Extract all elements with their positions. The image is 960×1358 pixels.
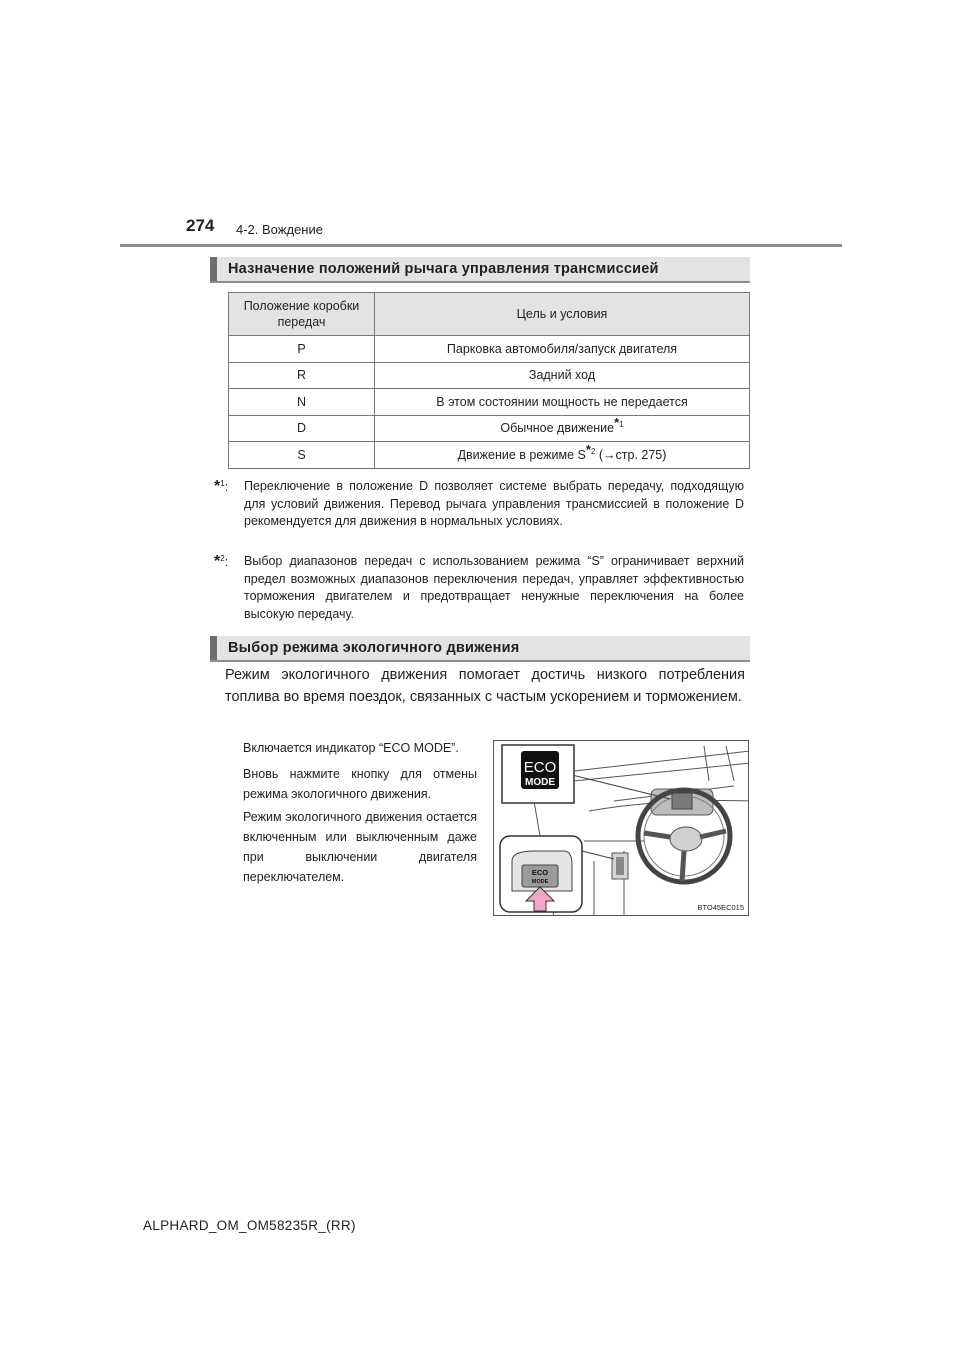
column-header-purpose: Цель и условия xyxy=(375,293,750,336)
section-heading-transmission xyxy=(210,257,750,283)
footnote-2 xyxy=(214,553,744,623)
eco-intro-paragraph: Режим экологичного движения помогает достичь низкого потребления топлива во время поездок, связанных с частым ускорением и торможением. xyxy=(225,667,745,705)
footnote-marker: *$^1$: xyxy=(214,478,229,495)
gear-purpose: Обычное движение$^{*1}$ xyxy=(375,415,750,442)
figure-code: BTO45EC015 xyxy=(697,903,744,912)
header-divider xyxy=(120,244,842,247)
gear-position: D xyxy=(229,415,375,442)
document-footer: ALPHARD_OM_OM58235R_(RR) xyxy=(143,1218,356,1233)
heading-bar xyxy=(210,257,217,281)
gear-purpose: В этом состоянии мощность не передается xyxy=(375,389,750,416)
eco-button-label-line1: ECO xyxy=(531,868,549,877)
gear-position: S xyxy=(229,442,375,469)
gear-purpose: Парковка автомобиля/запуск двигателя xyxy=(375,336,750,363)
section-label: 4-2. Вождение xyxy=(236,222,323,237)
table-row xyxy=(229,336,750,363)
table-row xyxy=(229,389,750,416)
section-title: Выбор режима экологичного движения xyxy=(228,640,520,656)
table-header-row xyxy=(229,293,750,336)
footnote-1 xyxy=(214,478,744,531)
page-number: 274 xyxy=(186,216,215,235)
eco-note-cancel: Вновь нажмите кнопку для отмены режима экологичного движения. xyxy=(243,767,477,801)
gear-position: R xyxy=(229,362,375,389)
dashboard-illustration xyxy=(494,741,749,916)
column-header-position: Положение коробки передач xyxy=(229,293,375,336)
eco-note-indicator: Включается индикатор “ECO MODE”. xyxy=(243,741,459,755)
page-reference: (→стр. 275) xyxy=(595,447,667,462)
gear-positions-table xyxy=(228,292,750,469)
gear-purpose: Движение в режиме $S^{*2}$ (→стр. 275) xyxy=(375,442,750,469)
eco-note-persistence: Режим экологичного движения остается включенным или выключенным даже при выключении двигателя переключателем. xyxy=(243,810,477,884)
section-title: Назначение положений рычага управления трансмиссией xyxy=(228,261,659,277)
eco-mode-figure xyxy=(493,740,749,916)
table-row xyxy=(229,362,750,389)
eco-indicator-label-line2: MODE xyxy=(525,777,555,788)
gear-position: P xyxy=(229,336,375,363)
table-row xyxy=(229,415,750,442)
footnote-text: Переключение в положение D позволяет системе выбрать передачу, подходящую для условий движения. Перевод рычага управления трансмиссией в положение D рекомендуется для движения в нормальных условиях. xyxy=(244,479,744,528)
footnote-text: Выбор диапазонов передач с использованием режима “S” ограничивает верхний предел возможных диапазонов переключения передач, управляет эффективностью торможения двигателем и предотвращает ненужные переключения на более высокую передачу. xyxy=(244,554,744,621)
gear-position: N xyxy=(229,389,375,416)
footnote-ref: *1 xyxy=(614,415,624,431)
gear-purpose: Задний ход xyxy=(375,362,750,389)
eco-indicator-label-line1: ECO xyxy=(523,759,557,776)
footnote-marker: *$^2$: xyxy=(214,553,229,570)
table-row xyxy=(229,442,750,469)
heading-bar xyxy=(210,636,217,660)
footnote-ref: *2 xyxy=(585,441,596,457)
eco-button-label-line2: MODE xyxy=(531,879,549,885)
section-heading-eco-mode xyxy=(210,636,750,662)
